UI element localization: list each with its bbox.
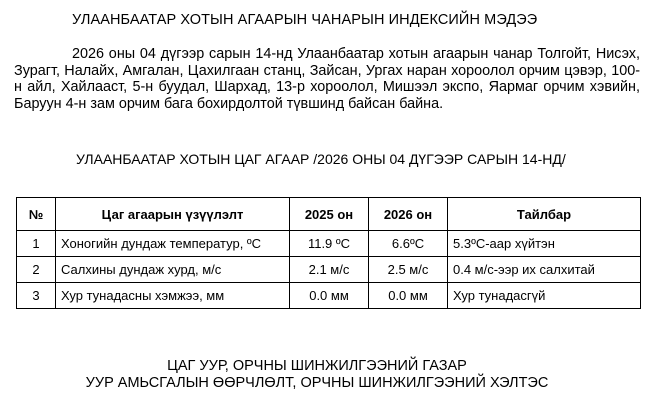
row-indicator: Хоногийн дундаж температур, ºC (56, 231, 290, 257)
row-number: 1 (17, 231, 56, 257)
table-row (17, 257, 641, 283)
header-year-2025: 2025 он (290, 198, 369, 231)
weather-section-title: УЛААНБААТАР ХОТЫН ЦАГ АГААР /2026 ОНЫ 04 ДҮГЭЭР САРЫН 14-НД/ (76, 151, 566, 167)
row-number: 3 (17, 283, 56, 309)
row-value-2026: 0.0 мм (369, 283, 448, 309)
row-indicator: Хур тунадасны хэмжээ, мм (56, 283, 290, 309)
table-header-row (17, 198, 641, 231)
row-note: 0.4 м/с-ээр их салхитай (448, 257, 641, 283)
row-value-2026: 6.6ºC (369, 231, 448, 257)
document-title: УЛААНБААТАР ХОТЫН АГААРЫН ЧАНАРЫН ИНДЕКСИЙН МЭДЭЭ (72, 12, 538, 28)
footer-division: УУР АМЬСГАЛЫН ӨӨРЧЛӨЛТ, ОРЧНЫ ШИНЖИЛГЭЭНИЙ ХЭЛТЭС (85, 375, 549, 391)
header-note: Тайлбар (448, 198, 641, 231)
row-number: 2 (17, 257, 56, 283)
air-quality-paragraph: 2026 оны 04 дүгээр сарын 14-нд Улаанбаатар хотын агаарын чанар Толгойт, Нисэх, Зурагт, Налайх, Амгалан, Цахилгаан станц, Зайсан, Ургах наран хороолол орчим цэвэр, 100-н айл, Хайлааст, 5-н буудал, Шархад, 13-р хороолол, Мишээл экспо, Яармаг орчим хэвийн, Баруун 4-н зам орчим бага бохирдолтой түвшинд байсан байна. (14, 46, 640, 112)
header-number: № (17, 198, 56, 231)
header-indicator: Цаг агаарын үзүүлэлт (56, 198, 290, 231)
row-value-2025: 11.9 ºC (290, 231, 369, 257)
footer-department: ЦАГ УУР, ОРЧНЫ ШИНЖИЛГЭЭНИЙ ГАЗАР (167, 358, 467, 374)
row-value-2025: 0.0 мм (290, 283, 369, 309)
row-note: Хур тунадасгүй (448, 283, 641, 309)
weather-table (16, 197, 641, 309)
row-note: 5.3ºC-аар хүйтэн (448, 231, 641, 257)
table-row (17, 231, 641, 257)
row-value-2025: 2.1 м/с (290, 257, 369, 283)
table-row (17, 283, 641, 309)
row-value-2026: 2.5 м/с (369, 257, 448, 283)
document-footer (0, 358, 634, 392)
row-indicator: Салхины дундаж хурд, м/с (56, 257, 290, 283)
header-year-2026: 2026 он (369, 198, 448, 231)
